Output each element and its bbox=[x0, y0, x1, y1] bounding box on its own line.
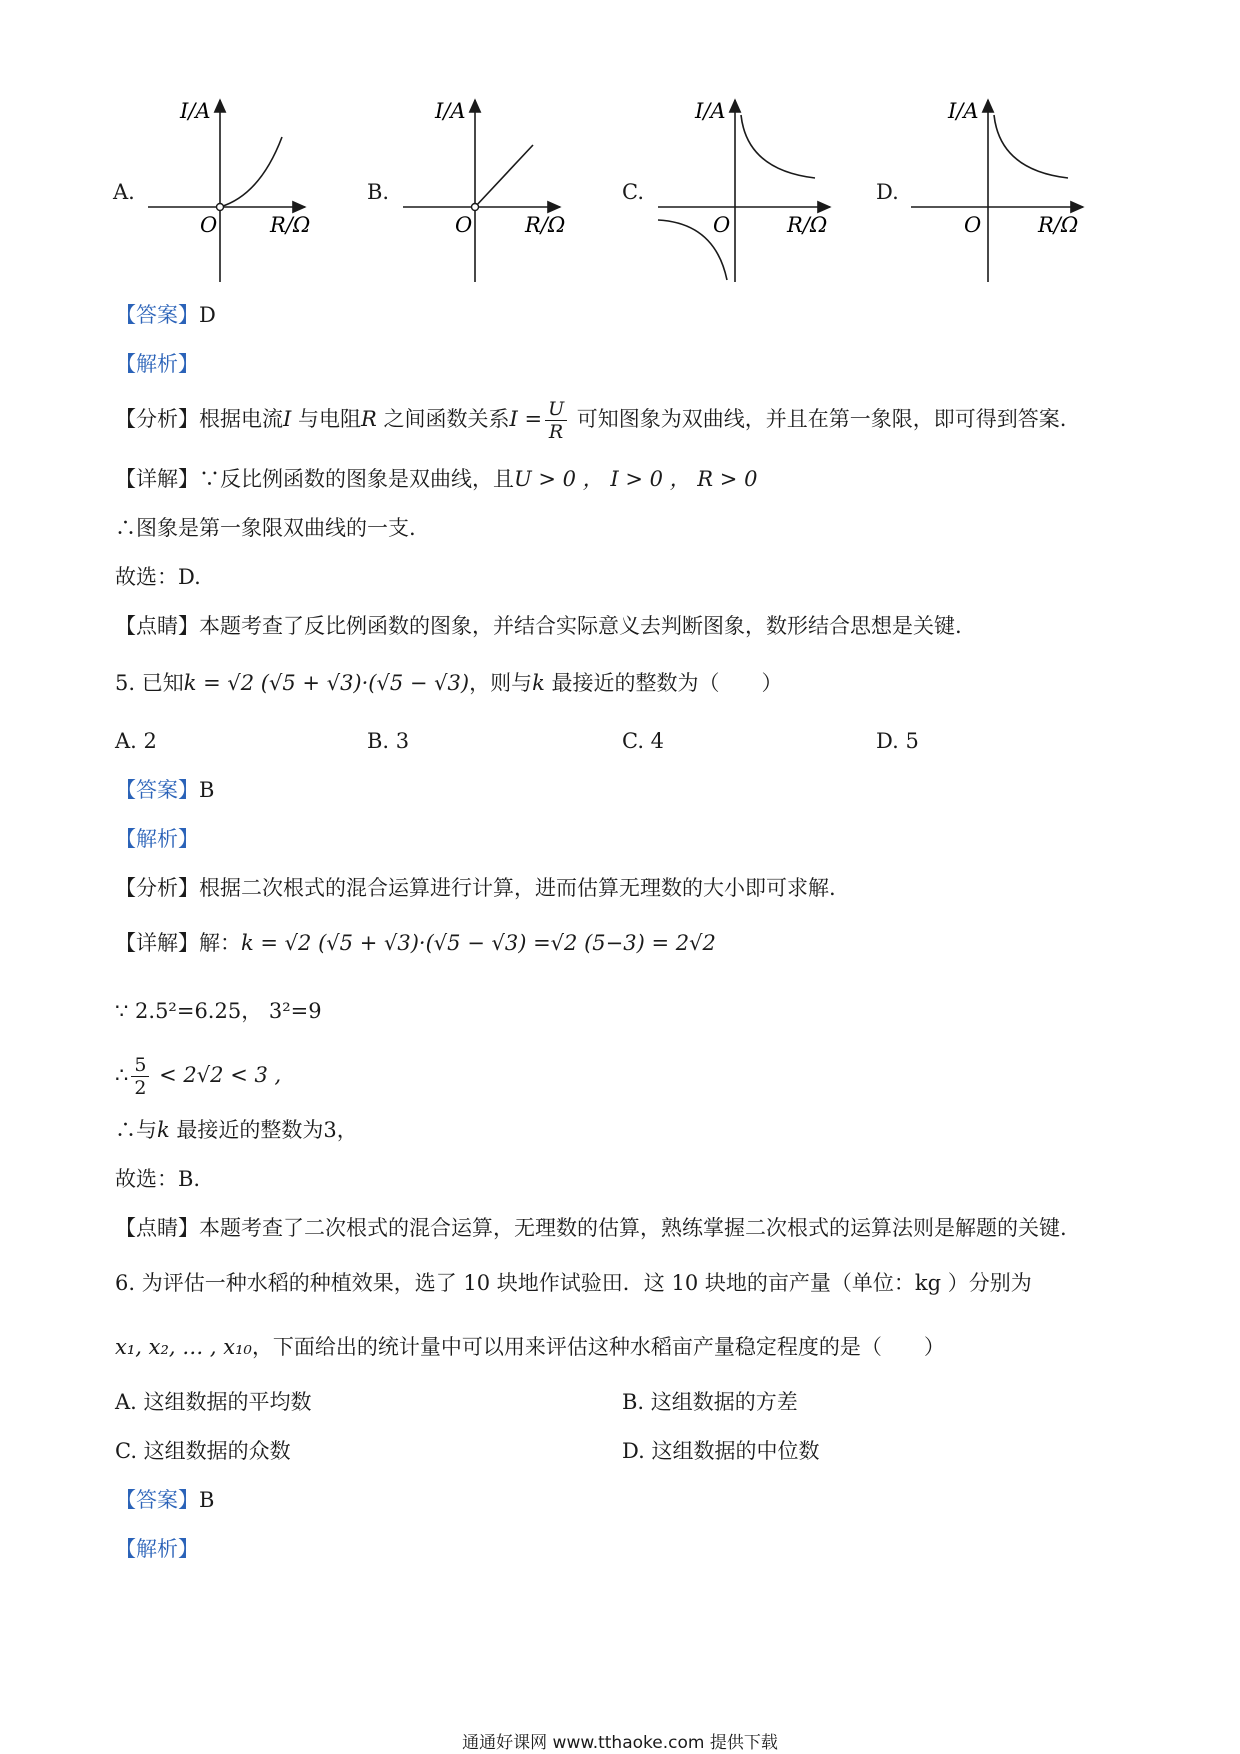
q5-option-d: D. 5 bbox=[876, 729, 919, 753]
graph-c-origin: O bbox=[713, 213, 731, 237]
fenxi-text-2: 与电阻 bbox=[291, 407, 361, 431]
analysis-tag: 【解析】 bbox=[115, 352, 199, 376]
q6-option-a: A. 这组数据的平均数 bbox=[115, 1390, 312, 1414]
xiangjie-expr: k = √2 (√5 + √3)·(√5 − √3) =√2 (5−3) = 2√2 bbox=[241, 931, 716, 955]
q5-option-c: C. 4 bbox=[622, 729, 665, 753]
graph-c-xlabel: R/Ω bbox=[787, 213, 828, 237]
q6-stem-line2 bbox=[115, 1332, 945, 1362]
q6-stem-text: ，下面给出的统计量中可以用来评估这种水稻亩产量稳定程度的是（ ） bbox=[251, 1335, 945, 1359]
q5-because: ∵ 2.5²=6.25， 3²=9 bbox=[115, 999, 322, 1023]
therefore-fraction bbox=[131, 1054, 149, 1099]
option-a-letter: A. bbox=[113, 180, 135, 204]
graph-b-xlabel: R/Ω bbox=[525, 213, 566, 237]
xiangjie-tag: 【详解】 bbox=[115, 931, 199, 955]
fenxi-eq: I = bbox=[509, 407, 543, 431]
xiangjie-tag: 【详解】 bbox=[115, 467, 199, 491]
therefore2-k: k bbox=[157, 1118, 170, 1142]
q5-fenxi bbox=[115, 873, 836, 903]
graph-a-xlabel: R/Ω bbox=[270, 213, 311, 237]
option-b-letter: B. bbox=[367, 180, 390, 204]
q5-stem bbox=[115, 668, 783, 698]
q4-analysis bbox=[115, 349, 199, 379]
q6-answer bbox=[115, 1485, 214, 1515]
q4-choose: 故选：D. bbox=[115, 565, 201, 589]
q5-stem-2: ，则与 bbox=[469, 671, 533, 695]
graph-b-ylabel: I/A bbox=[435, 99, 466, 123]
q5-stem-3: 最接近的整数为（ ） bbox=[544, 671, 783, 695]
q5-therefore2 bbox=[115, 1115, 358, 1145]
dianjing-text: 本题考查了二次根式的混合运算，无理数的估算，熟练掌握二次根式的运算法则是解题的关键. bbox=[199, 1216, 1067, 1240]
dianjing-tag: 【点睛】 bbox=[115, 614, 199, 638]
analysis-tag: 【解析】 bbox=[115, 827, 199, 851]
fenxi-fraction bbox=[545, 398, 567, 443]
q4-therefore: ∴图象是第一象限双曲线的一支. bbox=[115, 516, 416, 540]
fenxi-text: 根据二次根式的混合运算进行计算，进而估算无理数的大小即可求解. bbox=[199, 876, 836, 900]
q6-option-c: C. 这组数据的众数 bbox=[115, 1439, 291, 1463]
q6-analysis bbox=[115, 1534, 199, 1564]
xiangjie-text: ∵反比例函数的图象是双曲线，且 bbox=[199, 467, 514, 491]
fenxi-frac-den: R bbox=[548, 421, 564, 443]
q5-stem-k: k bbox=[532, 671, 545, 695]
graph-d bbox=[908, 90, 1093, 285]
therefore-inequality: < 2√2 < 3 , bbox=[152, 1063, 282, 1087]
graph-a-origin: O bbox=[200, 213, 218, 237]
answer-value: B bbox=[199, 1488, 215, 1512]
answer-tag: 【答案】 bbox=[115, 1488, 199, 1512]
xiangjie-text: 解： bbox=[199, 931, 241, 955]
answer-value: B bbox=[199, 778, 215, 802]
fenxi-var-i: I bbox=[283, 407, 292, 431]
q5-answer bbox=[115, 775, 214, 805]
q6-stem-vars: x₁, x₂, … , x₁₀ bbox=[115, 1335, 252, 1359]
fenxi-tag: 【分析】 bbox=[115, 876, 199, 900]
xiangjie-condition: U > 0 ， I > 0 ， R > 0 bbox=[514, 467, 758, 491]
graph-c bbox=[655, 90, 840, 285]
q5-option-a: A. 2 bbox=[115, 729, 157, 753]
graph-b-origin: O bbox=[455, 213, 473, 237]
therefore2-text-1: ∴与 bbox=[115, 1118, 157, 1142]
option-c-letter: C. bbox=[622, 180, 644, 204]
therefore-frac-den: 2 bbox=[134, 1077, 147, 1099]
graph-d-xlabel: R/Ω bbox=[1038, 213, 1079, 237]
fenxi-frac-num: U bbox=[545, 398, 567, 421]
graph-d-origin: O bbox=[964, 213, 982, 237]
therefore-symbol: ∴ bbox=[115, 1063, 129, 1087]
graph-a bbox=[140, 90, 315, 285]
q5-dianjing bbox=[115, 1213, 1067, 1243]
option-d-letter: D. bbox=[876, 180, 899, 204]
answer-value: D bbox=[199, 303, 216, 327]
graph-d-ylabel: I/A bbox=[948, 99, 979, 123]
page-footer: 通通好课网 www.tthaoke.com 提供下载 bbox=[462, 1733, 778, 1753]
analysis-tag: 【解析】 bbox=[115, 1537, 199, 1561]
dianjing-text: 本题考查了反比例函数的图象，并结合实际意义去判断图象，数形结合思想是关键. bbox=[199, 614, 962, 638]
q5-xiangjie bbox=[115, 928, 716, 958]
q5-option-b: B. 3 bbox=[367, 729, 410, 753]
q4-xiangjie bbox=[115, 464, 757, 494]
fenxi-text-1: 根据电流 bbox=[199, 407, 283, 431]
fenxi-var-r: R bbox=[360, 407, 377, 431]
fenxi-tag: 【分析】 bbox=[115, 407, 199, 431]
q5-analysis bbox=[115, 824, 199, 854]
q5-choose: 故选：B. bbox=[115, 1167, 201, 1191]
q4-answer bbox=[115, 300, 216, 330]
q4-fenxi bbox=[115, 394, 1066, 444]
graph-a-ylabel: I/A bbox=[180, 99, 211, 123]
q6-stem-line1: 6. 为评估一种水稻的种植效果，选了 10 块地作试验田．这 10 块地的亩产量（单位：kg ）分别为 bbox=[115, 1271, 1032, 1295]
q6-option-d: D. 这组数据的中位数 bbox=[622, 1439, 820, 1463]
q5-therefore bbox=[115, 1050, 281, 1100]
therefore2-text-2: 最接近的整数为3， bbox=[169, 1118, 358, 1142]
q5-stem-1: 5. 已知 bbox=[115, 671, 184, 695]
q4-dianjing bbox=[115, 611, 962, 641]
q5-stem-expr: k = √2 (√5 + √3)·(√5 − √3) bbox=[183, 671, 470, 695]
answer-tag: 【答案】 bbox=[115, 303, 199, 327]
fenxi-text-3: 之间函数关系 bbox=[376, 407, 510, 431]
dianjing-tag: 【点睛】 bbox=[115, 1216, 199, 1240]
q6-option-b: B. 这组数据的方差 bbox=[622, 1390, 798, 1414]
fenxi-text-4: 可知图象为双曲线，并且在第一象限，即可得到答案. bbox=[570, 407, 1067, 431]
therefore-frac-num: 5 bbox=[131, 1054, 149, 1077]
answer-tag: 【答案】 bbox=[115, 778, 199, 802]
graph-b bbox=[395, 90, 570, 285]
graph-c-ylabel: I/A bbox=[695, 99, 726, 123]
